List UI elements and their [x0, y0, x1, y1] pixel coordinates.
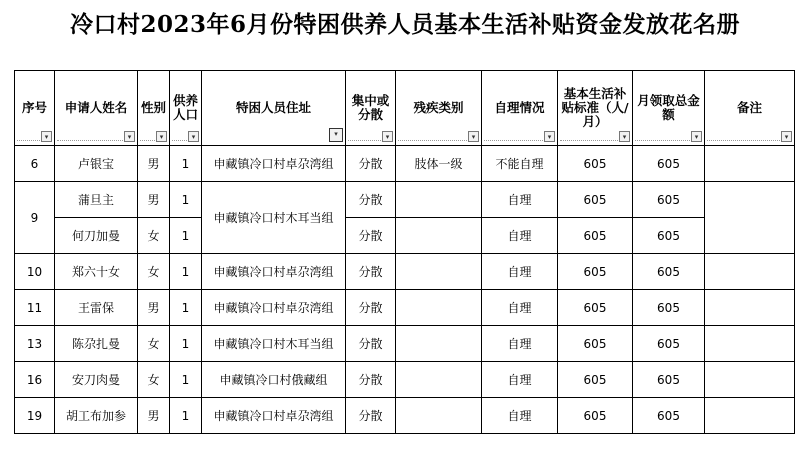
dropdown-filter-icon[interactable]: ▾: [41, 131, 52, 142]
subsidy-roster-table: [14, 70, 795, 434]
cell-mode[interactable]: 分散: [346, 146, 396, 182]
cell-seq[interactable]: 16: [15, 362, 55, 398]
cell-name[interactable]: 胡工布加参: [55, 398, 138, 434]
cell-name[interactable]: 何刀加曼: [55, 218, 138, 254]
cell-seq[interactable]: 6: [15, 146, 55, 182]
cell-monthly[interactable]: 605: [633, 326, 705, 362]
cell-monthly[interactable]: 605: [633, 218, 705, 254]
cell-name[interactable]: 卢银宝: [55, 146, 138, 182]
dropdown-filter-icon[interactable]: ▾: [619, 131, 630, 142]
header-seq[interactable]: 序号 ▾: [15, 71, 55, 146]
cell-gender[interactable]: 女: [138, 254, 170, 290]
cell-standard[interactable]: 605: [558, 326, 633, 362]
cell-mode[interactable]: 分散: [346, 254, 396, 290]
dropdown-filter-icon[interactable]: ▾: [468, 131, 479, 142]
cell-notes[interactable]: [705, 326, 795, 362]
dropdown-filter-icon[interactable]: ▾: [156, 131, 167, 142]
cell-monthly[interactable]: 605: [633, 290, 705, 326]
dropdown-filter-icon[interactable]: ▾: [188, 131, 199, 142]
cell-disability[interactable]: [396, 398, 482, 434]
header-address[interactable]: 特困人员住址 ▾: [202, 71, 346, 146]
cell-disability[interactable]: [396, 326, 482, 362]
dropdown-filter-icon[interactable]: ▾: [329, 128, 343, 142]
table-row: [15, 290, 795, 326]
cell-gender[interactable]: 男: [138, 146, 170, 182]
cell-selfcare[interactable]: 自理: [482, 254, 558, 290]
cell-address[interactable]: 申藏镇冷口村卓尕湾组: [202, 146, 346, 182]
cell-disability[interactable]: [396, 218, 482, 254]
cell-disability[interactable]: [396, 362, 482, 398]
cell-disability[interactable]: 肢体一级: [396, 146, 482, 182]
cell-dependents[interactable]: 1: [170, 290, 202, 326]
cell-address[interactable]: 申藏镇冷口村卓尕湾组: [202, 254, 346, 290]
cell-notes[interactable]: [705, 362, 795, 398]
document-title: 冷口村2023年6月份特困供养人员基本生活补贴资金发放花名册: [69, 11, 741, 38]
cell-disability[interactable]: [396, 254, 482, 290]
cell-dependents[interactable]: 1: [170, 254, 202, 290]
cell-mode[interactable]: 分散: [346, 326, 396, 362]
cell-name[interactable]: 蒲旦主: [55, 182, 138, 218]
cell-seq[interactable]: 19: [15, 398, 55, 434]
cell-standard[interactable]: 605: [558, 146, 633, 182]
table-row: [15, 362, 795, 398]
cell-gender[interactable]: 女: [138, 218, 170, 254]
cell-address[interactable]: 申藏镇冷口村木耳当组: [202, 326, 346, 362]
cell-standard[interactable]: 605: [558, 218, 633, 254]
cell-monthly[interactable]: 605: [633, 182, 705, 218]
cell-dependents[interactable]: 1: [170, 182, 202, 218]
cell-selfcare[interactable]: 自理: [482, 326, 558, 362]
cell-gender[interactable]: 男: [138, 290, 170, 326]
dropdown-filter-icon[interactable]: ▾: [544, 131, 555, 142]
cell-name[interactable]: 王雷保: [55, 290, 138, 326]
cell-seq[interactable]: 9: [15, 182, 55, 254]
dropdown-filter-icon[interactable]: ▾: [124, 131, 135, 142]
header-disability[interactable]: 残疾类别 ▾: [396, 71, 482, 146]
cell-gender[interactable]: 女: [138, 362, 170, 398]
header-mode[interactable]: 集中或分散 ▾: [346, 71, 396, 146]
header-row: [15, 71, 795, 146]
cell-gender[interactable]: 男: [138, 398, 170, 434]
header-gender[interactable]: 性别 ▾: [138, 71, 170, 146]
cell-selfcare[interactable]: 自理: [482, 218, 558, 254]
cell-dependents[interactable]: 1: [170, 218, 202, 254]
cell-dependents[interactable]: 1: [170, 146, 202, 182]
cell-dependents[interactable]: 1: [170, 398, 202, 434]
cell-seq[interactable]: 10: [15, 254, 55, 290]
cell-name[interactable]: 郑六十女: [55, 254, 138, 290]
cell-dependents[interactable]: 1: [170, 362, 202, 398]
table-row: [15, 146, 795, 182]
header-monthly[interactable]: 月领取总金额 ▾: [633, 71, 705, 146]
cell-monthly[interactable]: 605: [633, 254, 705, 290]
dropdown-filter-icon[interactable]: ▾: [382, 131, 393, 142]
cell-mode[interactable]: 分散: [346, 290, 396, 326]
cell-mode[interactable]: 分散: [346, 218, 396, 254]
header-dependents[interactable]: 供养人口 ▾: [170, 71, 202, 146]
cell-standard[interactable]: 605: [558, 362, 633, 398]
cell-name[interactable]: 陈尕扎曼: [55, 326, 138, 362]
cell-mode[interactable]: 分散: [346, 182, 396, 218]
cell-notes[interactable]: [705, 290, 795, 326]
cell-disability[interactable]: [396, 182, 482, 218]
cell-notes[interactable]: [705, 182, 795, 254]
cell-notes[interactable]: [705, 146, 795, 182]
cell-gender[interactable]: 女: [138, 326, 170, 362]
cell-standard[interactable]: 605: [558, 182, 633, 218]
cell-address[interactable]: 申藏镇冷口村卓尕湾组: [202, 290, 346, 326]
cell-monthly[interactable]: 605: [633, 362, 705, 398]
cell-standard[interactable]: 605: [558, 398, 633, 434]
cell-selfcare[interactable]: 自理: [482, 290, 558, 326]
cell-address[interactable]: 申藏镇冷口村木耳当组: [202, 182, 346, 254]
header-name[interactable]: 申请人姓名 ▾: [55, 71, 138, 146]
table-row: [15, 254, 795, 290]
cell-dependents[interactable]: 1: [170, 326, 202, 362]
cell-gender[interactable]: 男: [138, 182, 170, 218]
header-notes[interactable]: 备注 ▾: [705, 71, 795, 146]
header-standard[interactable]: 基本生活补贴标准（人/月） ▾: [558, 71, 633, 146]
table-row: [15, 326, 795, 362]
dropdown-filter-icon[interactable]: ▾: [691, 131, 702, 142]
table-row: [15, 182, 795, 218]
header-selfcare[interactable]: 自理情况 ▾: [482, 71, 558, 146]
table-row: [15, 398, 795, 434]
cell-disability[interactable]: [396, 290, 482, 326]
cell-selfcare[interactable]: 不能自理: [482, 146, 558, 182]
dropdown-filter-icon[interactable]: ▾: [781, 131, 792, 142]
cell-monthly[interactable]: 605: [633, 398, 705, 434]
cell-selfcare[interactable]: 自理: [482, 182, 558, 218]
cell-monthly[interactable]: 605: [633, 146, 705, 182]
table-row: [15, 218, 795, 254]
cell-standard[interactable]: 605: [558, 290, 633, 326]
cell-notes[interactable]: [705, 254, 795, 290]
cell-seq[interactable]: 13: [15, 326, 55, 362]
cell-notes[interactable]: [705, 398, 795, 434]
cell-standard[interactable]: 605: [558, 254, 633, 290]
cell-selfcare[interactable]: 自理: [482, 362, 558, 398]
cell-mode[interactable]: 分散: [346, 398, 396, 434]
cell-name[interactable]: 安刀肉曼: [55, 362, 138, 398]
cell-mode[interactable]: 分散: [346, 362, 396, 398]
cell-address[interactable]: 申藏镇冷口村俄藏组: [202, 362, 346, 398]
cell-seq[interactable]: 11: [15, 290, 55, 326]
cell-address[interactable]: 申藏镇冷口村卓尕湾组: [202, 398, 346, 434]
cell-selfcare[interactable]: 自理: [482, 398, 558, 434]
